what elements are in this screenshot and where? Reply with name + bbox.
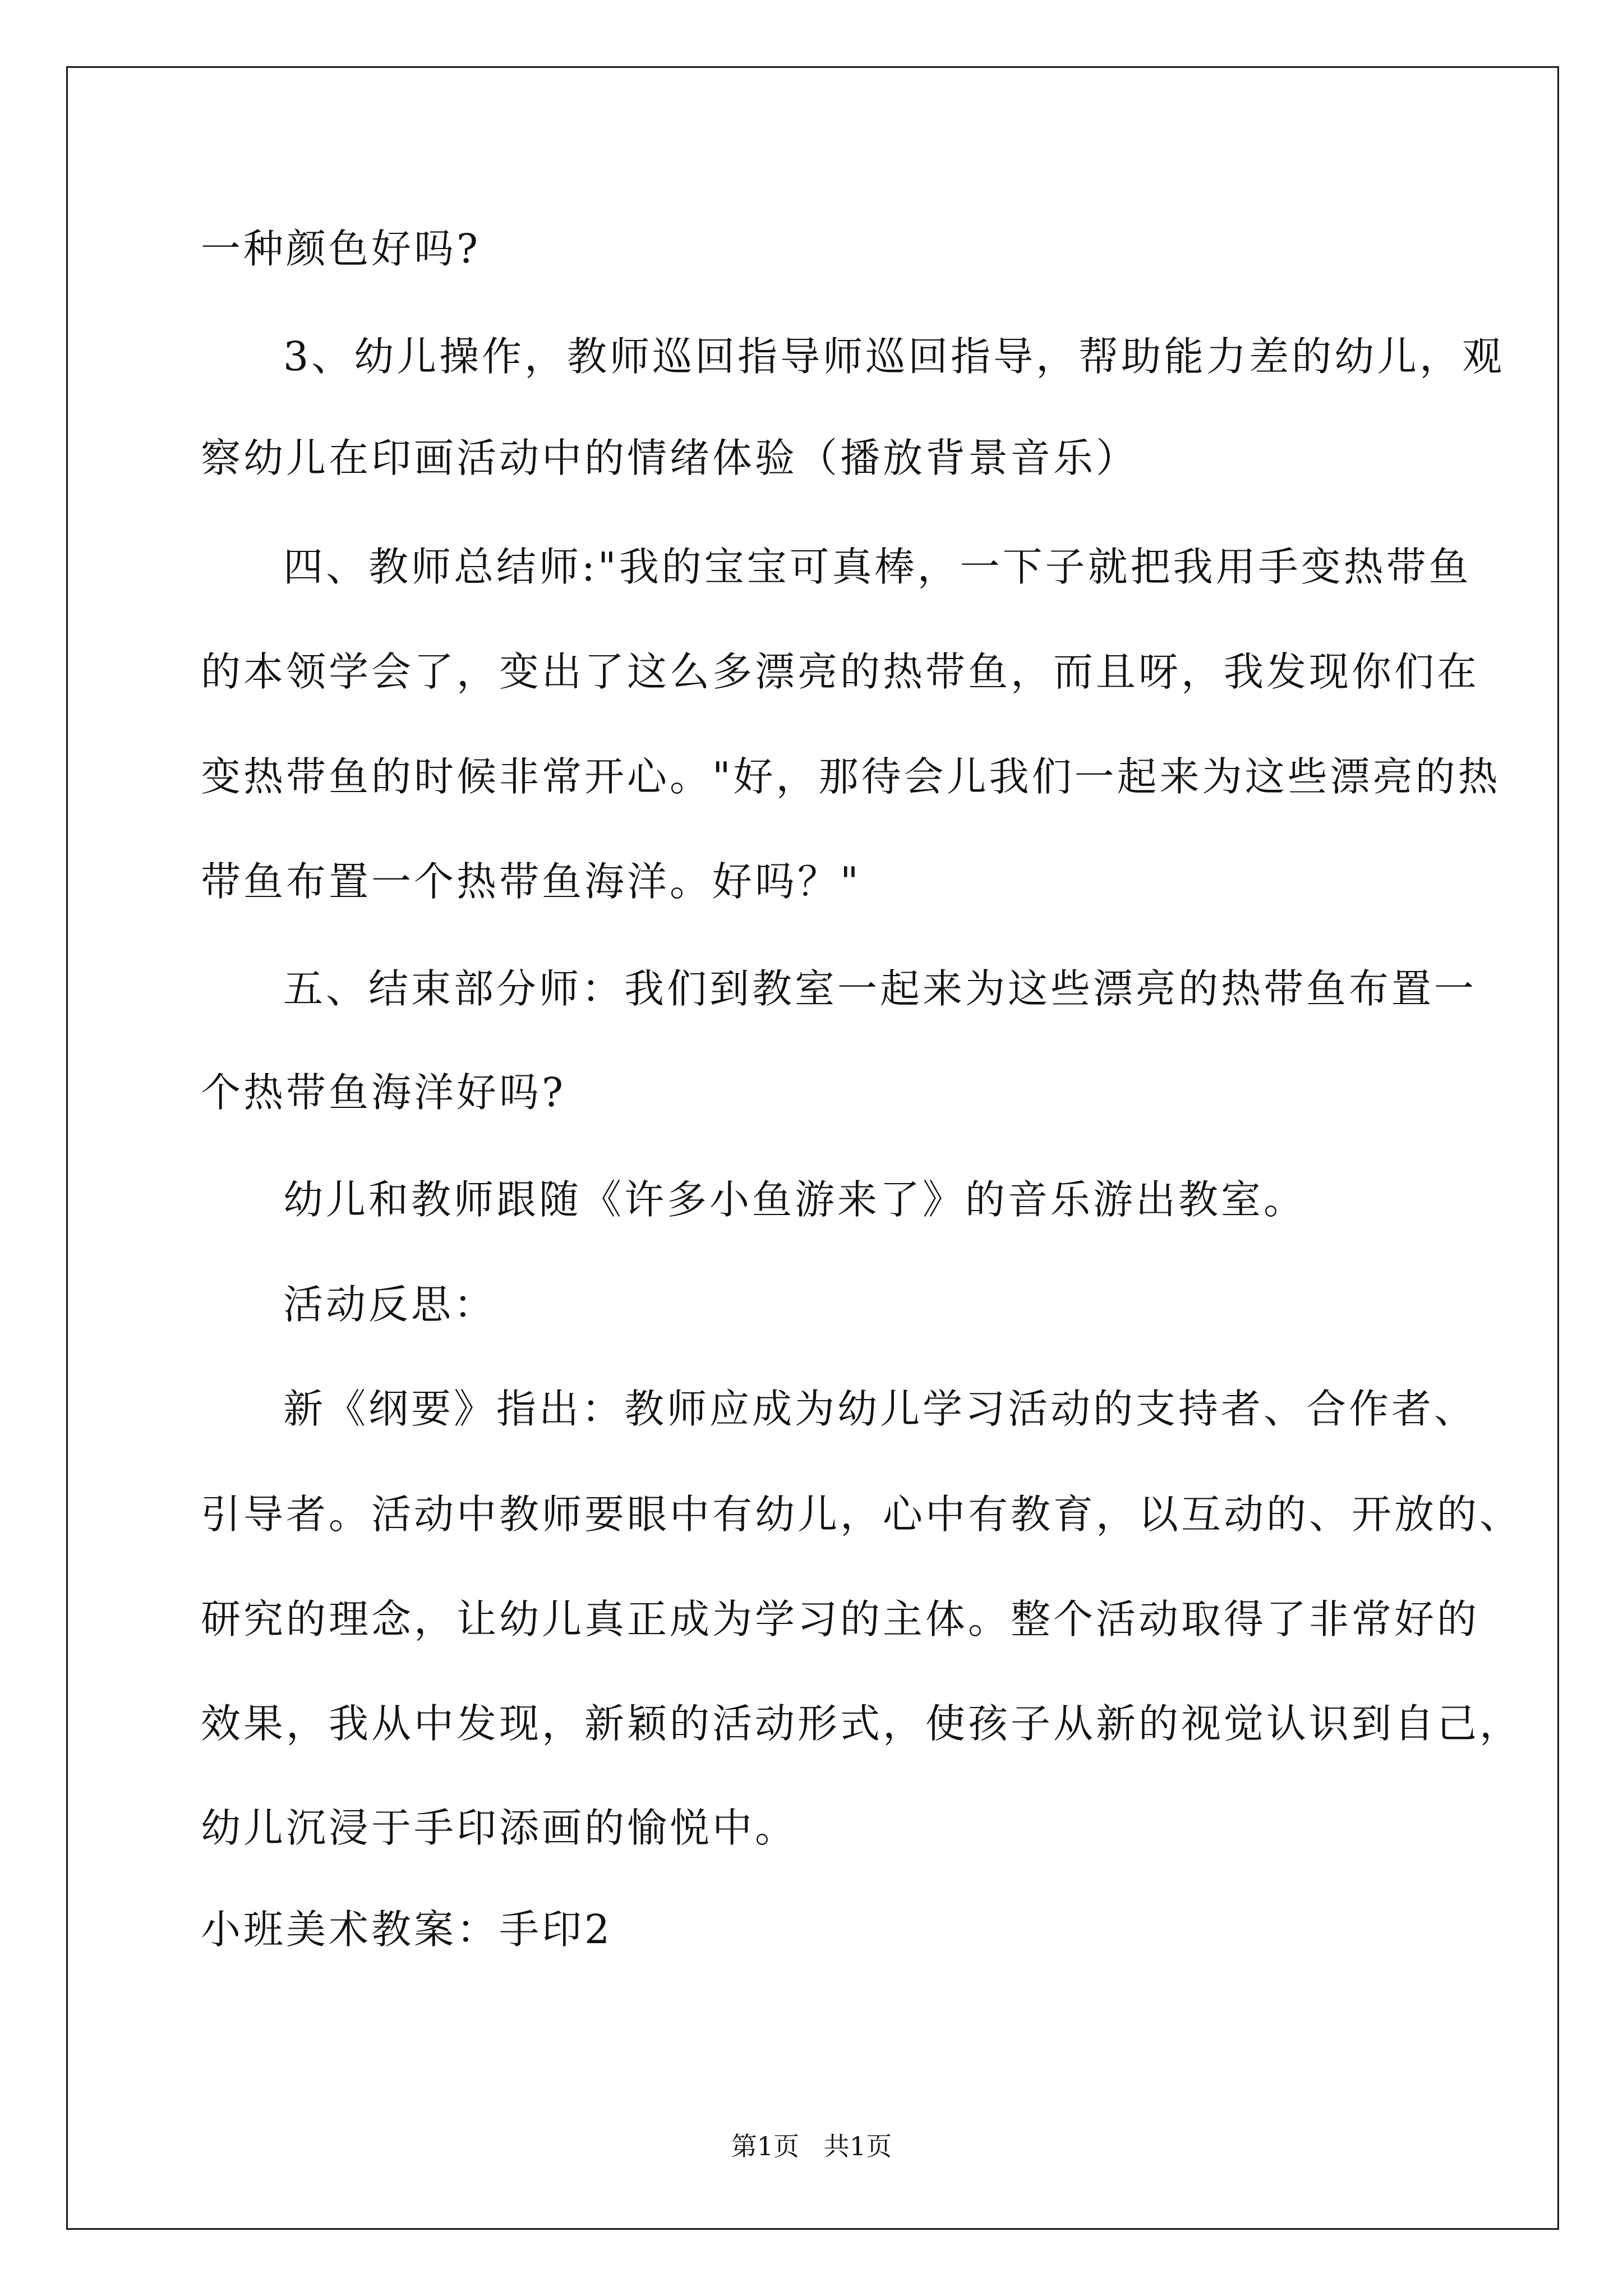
text-line: 带鱼布置一个热带鱼海洋。好吗？": [201, 858, 861, 905]
text-line: 幼儿和教师跟随《许多小鱼游来了》的音乐游出教室。: [283, 1176, 1307, 1223]
text-line: 个热带鱼海洋好吗?: [201, 1069, 566, 1116]
text-line: 察幼儿在印画活动中的情绪体验（播放背景音乐）: [201, 435, 1139, 481]
section-heading: 活动反思：: [283, 1281, 497, 1328]
text-line: 变热带鱼的时候非常开心。"好，那待会儿我们一起来为这些漂亮的热: [201, 753, 1501, 800]
page-number: 第1页 共1页: [731, 2131, 892, 2161]
text-line: 的本领学会了，变出了这么多漂亮的热带鱼，而且呀，我发现你们在: [201, 648, 1480, 695]
text-line: 五、结束部分师：我们到教室一起来为这些漂亮的热带鱼布置一: [283, 965, 1477, 1012]
text-line: 引导者。活动中教师要眼中有幼儿，心中有教育，以互动的、开放的、: [201, 1491, 1523, 1538]
text-line: 幼儿沉浸于手印添画的愉悦中。: [201, 1805, 798, 1851]
section-title: 小班美术教案：手印2: [201, 1906, 613, 1953]
text-line: 一种颜色好吗?: [201, 226, 481, 272]
text-line: 效果，我从中发现，新颖的活动形式，使孩子从新的视觉认识到自己，: [201, 1700, 1523, 1747]
text-line: 四、教师总结师:"我的宝宝可真棒，一下子就把我用手变热带鱼: [283, 544, 1472, 590]
text-line: 新《纲要》指出：教师应成为幼儿学习活动的支持者、合作者、: [283, 1386, 1477, 1432]
text-line: 研究的理念，让幼儿真正成为学习的主体。整个活动取得了非常好的: [201, 1596, 1480, 1642]
text-line: 3、幼儿操作，教师巡回指导师巡回指导，帮助能力差的幼儿，观: [283, 333, 1505, 380]
